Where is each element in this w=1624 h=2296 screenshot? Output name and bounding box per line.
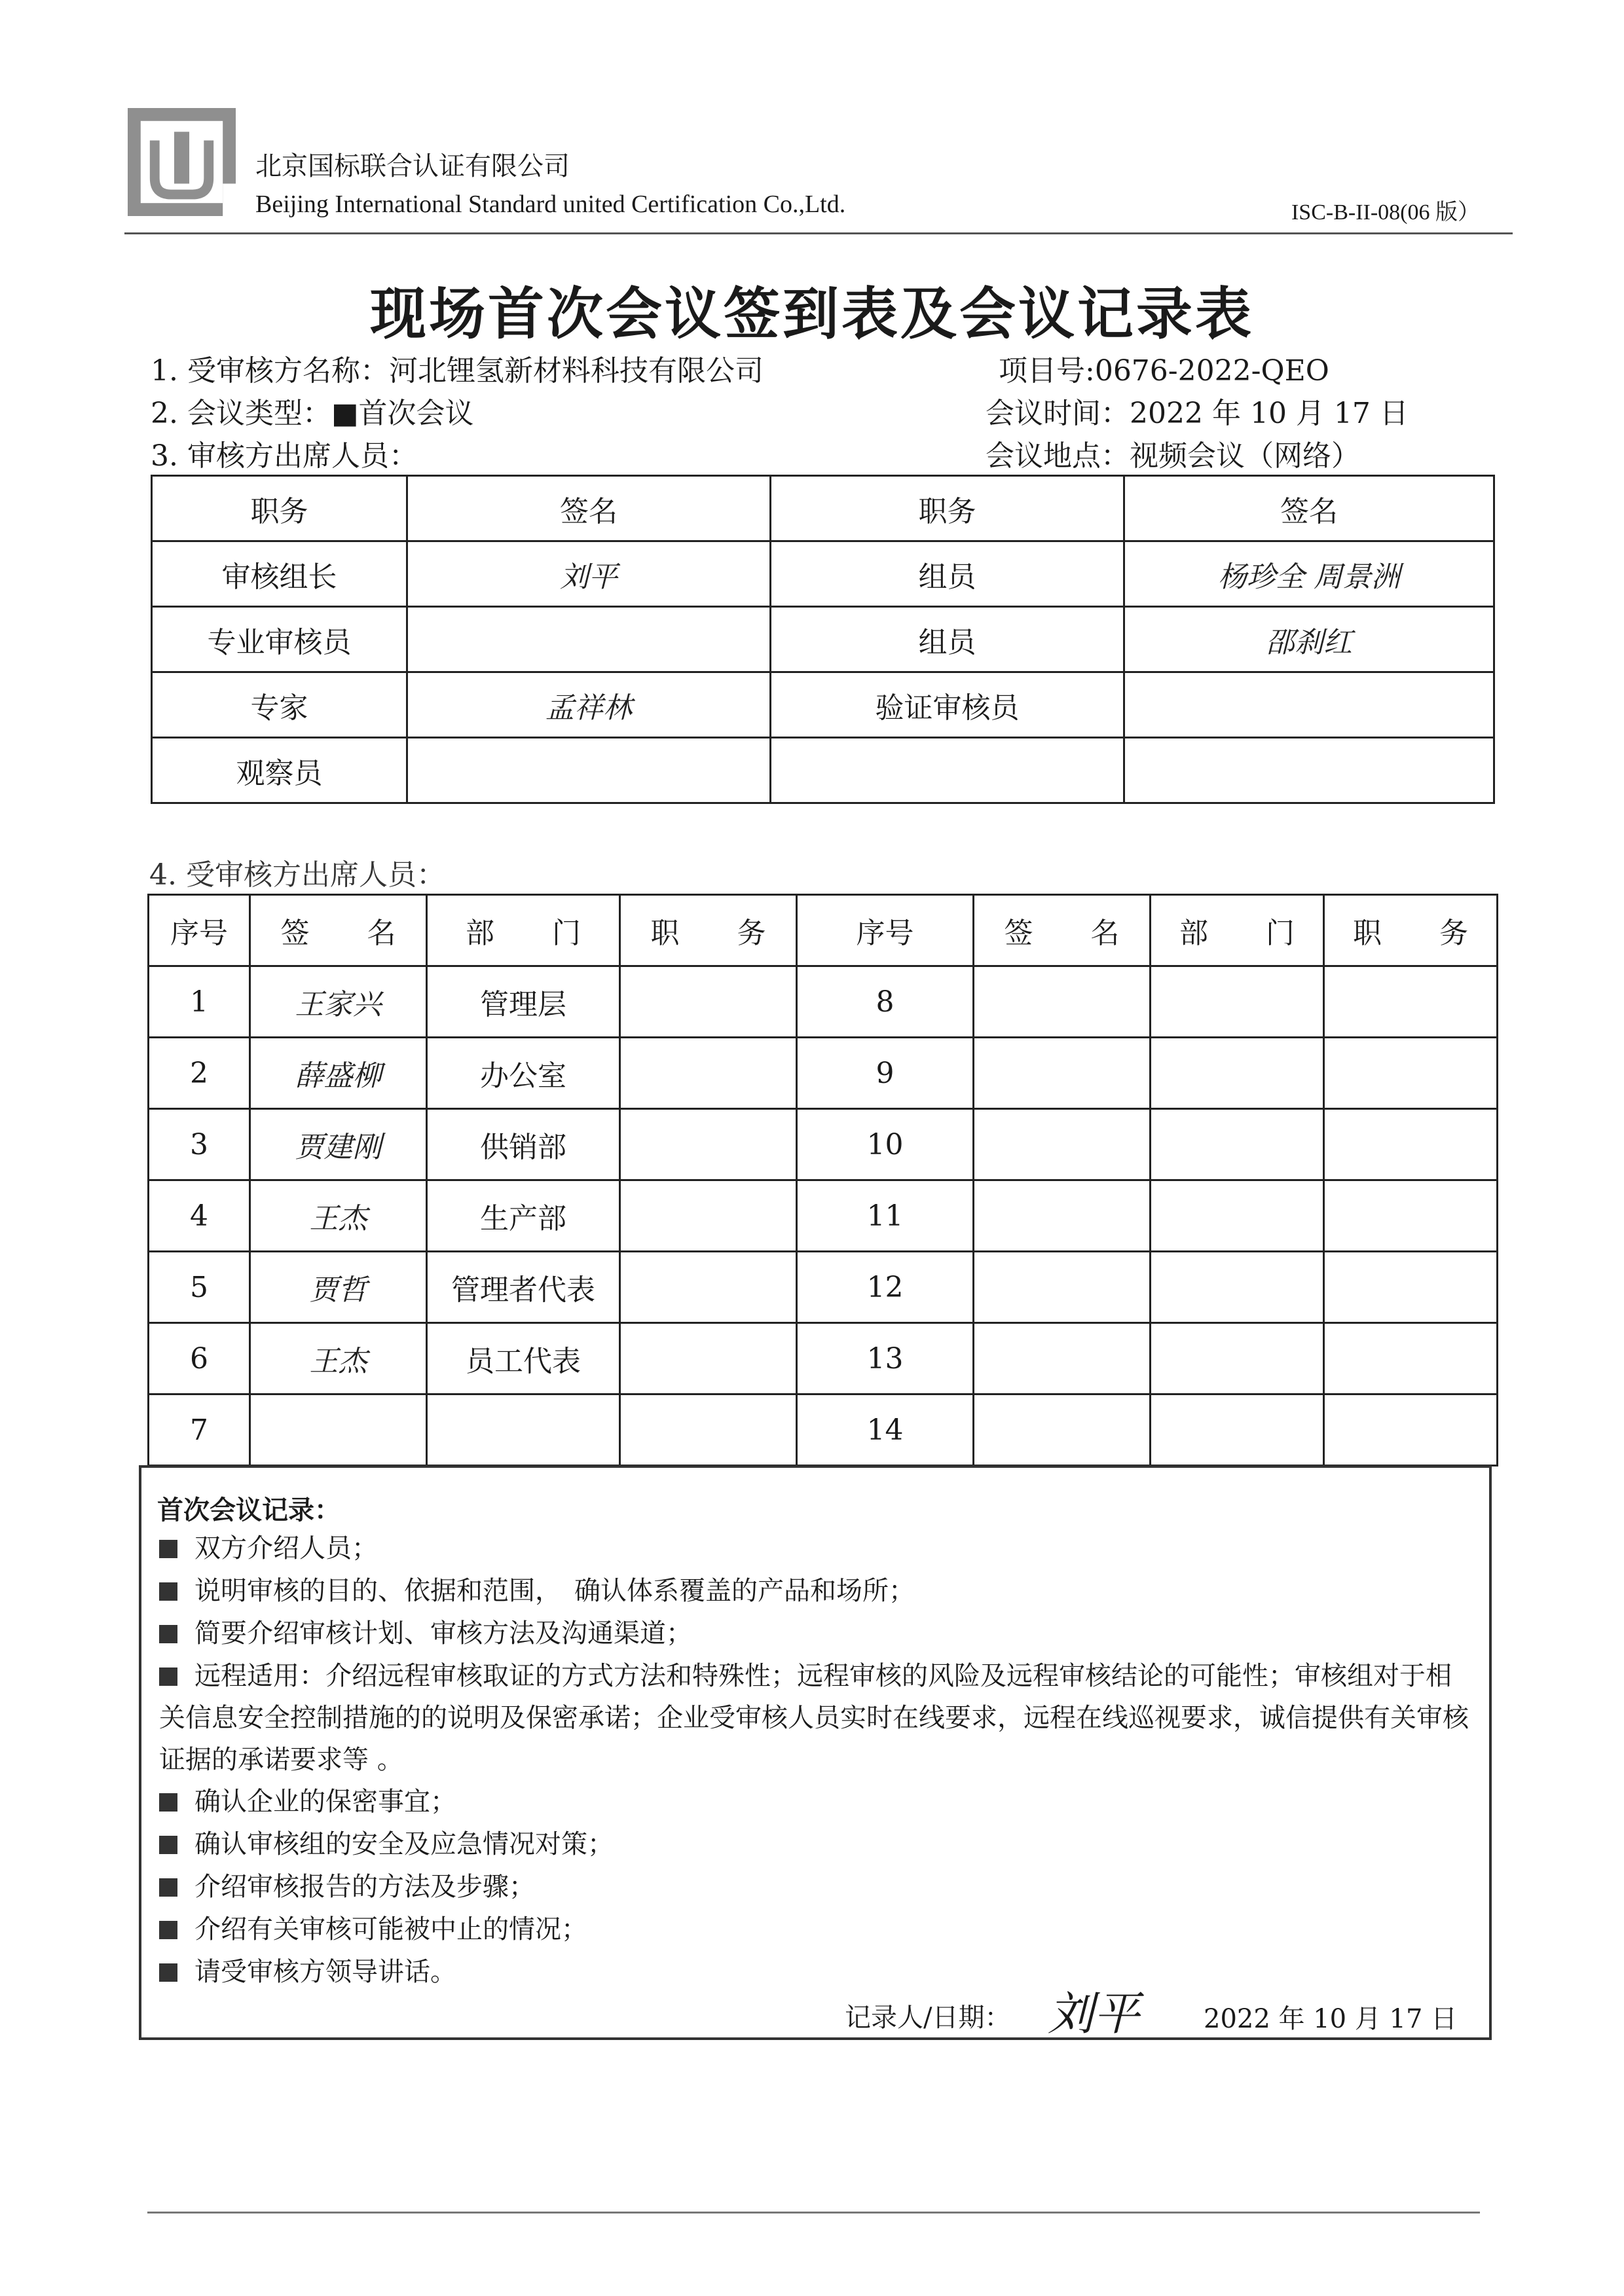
auditor-signin-table (151, 475, 1495, 804)
signature-cell: 薛盛柳 (250, 1038, 427, 1109)
square-bullet-icon (159, 1878, 177, 1897)
role-cell: 组员 (771, 607, 1124, 672)
signature-cell: 王家兴 (250, 966, 427, 1038)
signature-cell (974, 1109, 1151, 1180)
table-header-row (149, 895, 1498, 966)
seq-cell: 14 (797, 1394, 974, 1466)
header-cell: 签 名 (974, 895, 1151, 966)
header-cell: 职 务 (620, 895, 797, 966)
footer-divider (147, 2212, 1480, 2214)
seq-cell: 3 (149, 1109, 250, 1180)
position-cell (620, 1394, 797, 1466)
minutes-item: 请受审核方领导讲话。 (159, 1951, 456, 1993)
company-name-cn: 北京国标联合认证有限公司 (255, 151, 570, 181)
header-divider (124, 232, 1513, 234)
department-cell (1151, 1038, 1324, 1109)
auditee-signin-table (147, 894, 1498, 1467)
minutes-item: 双方介绍人员； (159, 1527, 378, 1569)
header-cell: 签名 (407, 476, 771, 541)
signature-cell (407, 738, 771, 803)
seq-cell: 12 (797, 1252, 974, 1323)
position-cell (1324, 1109, 1498, 1180)
auditee-attendees-label: 4. 受审核方出席人员： (149, 858, 445, 892)
minutes-item: 简要介绍审核计划、审核方法及沟通渠道； (159, 1613, 692, 1654)
square-bullet-icon (159, 1667, 177, 1686)
header-cell: 序号 (149, 895, 250, 966)
table-row (149, 1323, 1498, 1394)
position-cell (1324, 1252, 1498, 1323)
position-cell (620, 1180, 797, 1252)
table-row (149, 966, 1498, 1038)
square-bullet-icon (159, 1963, 177, 1982)
seq-cell: 13 (797, 1323, 974, 1394)
minutes-item: 说明审核的目的、依据和范围， 确认体系覆盖的产品和场所； (159, 1570, 915, 1612)
signature-cell: 孟祥林 (407, 672, 771, 738)
seq-cell: 7 (149, 1394, 250, 1466)
seq-cell: 10 (797, 1109, 974, 1180)
signature-cell: 刘平 (407, 541, 771, 607)
signature-cell (1124, 672, 1494, 738)
signature-cell: 贾哲 (250, 1252, 427, 1323)
department-cell (1151, 1394, 1324, 1466)
seq-cell: 11 (797, 1180, 974, 1252)
table-row (152, 541, 1494, 607)
square-bullet-icon (159, 1582, 177, 1601)
signature-cell (407, 607, 771, 672)
role-cell: 观察员 (152, 738, 407, 803)
role-cell: 专业审核员 (152, 607, 407, 672)
position-cell (1324, 1180, 1498, 1252)
record-date: 2022 年 10 月 17 日 (1204, 2004, 1458, 2034)
signature-cell (974, 1394, 1151, 1466)
header-cell: 签 名 (250, 895, 427, 966)
header-cell: 职务 (152, 476, 407, 541)
header-cell: 签名 (1124, 476, 1494, 541)
recorder-label: 记录人/日期： (845, 2003, 1011, 2033)
minutes-item: 远程适用：介绍远程审核取证的方式方法和特殊性；远程审核的风险及远程审核结论的可能性；审核组对于相关信息安全控制措施的的说明及保密承诺；企业受审核人员实时在线要求，远程在线巡视要求，诚信提供有关审核证据的承诺要求等 。 (159, 1661, 1469, 1775)
signature-cell: 贾建刚 (250, 1109, 427, 1180)
minutes-item: 确认企业的保密事宜； (159, 1781, 456, 1823)
square-bullet-icon (159, 1793, 177, 1812)
signature-cell (250, 1394, 427, 1466)
table-row (152, 672, 1494, 738)
signature-cell: 王杰 (250, 1180, 427, 1252)
square-bullet-icon (159, 1836, 177, 1854)
meeting-type: 2. 会议类型：■首次会议 (151, 397, 474, 430)
role-cell: 专家 (152, 672, 407, 738)
position-cell (620, 1109, 797, 1180)
table-row (152, 738, 1494, 803)
table-row (149, 1394, 1498, 1466)
signature-cell (974, 1323, 1151, 1394)
department-cell (1151, 1180, 1324, 1252)
header-cell: 序号 (797, 895, 974, 966)
table-row (149, 1109, 1498, 1180)
table-row (149, 1038, 1498, 1109)
signature-cell (974, 966, 1151, 1038)
seq-cell: 1 (149, 966, 250, 1038)
auditee-name: 1. 受审核方名称：河北锂氢新材料科技有限公司 (151, 354, 764, 388)
position-cell (1324, 1394, 1498, 1466)
department-cell: 办公室 (427, 1038, 620, 1109)
meeting-place: 会议地点：视频会议（网络） (986, 439, 1360, 473)
department-cell (1151, 966, 1324, 1038)
signature-cell (1124, 738, 1494, 803)
department-cell: 生产部 (427, 1180, 620, 1252)
table-row (149, 1180, 1498, 1252)
department-cell: 供销部 (427, 1109, 620, 1180)
header-cell: 部 门 (1151, 895, 1324, 966)
seq-cell: 6 (149, 1323, 250, 1394)
position-cell (1324, 966, 1498, 1038)
auditor-attendees-label: 3. 审核方出席人员： (151, 439, 418, 473)
department-cell (1151, 1323, 1324, 1394)
seq-cell: 4 (149, 1180, 250, 1252)
signature-cell (974, 1252, 1151, 1323)
department-cell: 员工代表 (427, 1323, 620, 1394)
page-title: 现场首次会议签到表及会议记录表 (370, 282, 1254, 347)
table-header-row (152, 476, 1494, 541)
table-row (149, 1252, 1498, 1323)
header-cell: 职 务 (1324, 895, 1498, 966)
signature-cell: 王杰 (250, 1323, 427, 1394)
recorder-signature: 刘平 (1048, 1987, 1139, 2041)
header-cell: 职务 (771, 476, 1124, 541)
position-cell (620, 966, 797, 1038)
signature-cell (974, 1180, 1151, 1252)
seq-cell: 8 (797, 966, 974, 1038)
seq-cell: 5 (149, 1252, 250, 1323)
minutes-item: 介绍审核报告的方法及步骤； (159, 1866, 535, 1908)
minutes-item: 介绍有关审核可能被中止的情况； (159, 1908, 587, 1950)
company-name-en: Beijing International Standard united Certification Co.,Ltd. (255, 191, 846, 218)
position-cell (620, 1323, 797, 1394)
square-bullet-icon (159, 1921, 177, 1939)
meeting-time: 会议时间：2022 年 10 月 17 日 (986, 397, 1409, 430)
company-logo-icon (128, 108, 236, 216)
position-cell (1324, 1038, 1498, 1109)
project-number: 项目号:0676-2022-QEO (999, 354, 1329, 388)
role-cell: 验证审核员 (771, 672, 1124, 738)
department-cell (427, 1394, 620, 1466)
position-cell (620, 1252, 797, 1323)
minutes-item: 确认审核组的安全及应急情况对策； (159, 1823, 614, 1865)
form-code: ISC-B-II-08(06 版） (1291, 200, 1480, 225)
minutes-title: 首次会议记录： (157, 1495, 341, 1525)
square-bullet-icon (159, 1540, 177, 1558)
signature-cell: 杨珍全 周景洲 (1124, 541, 1494, 607)
seq-cell: 9 (797, 1038, 974, 1109)
header-cell: 部 门 (427, 895, 620, 966)
square-bullet-icon (159, 1625, 177, 1643)
position-cell (1324, 1323, 1498, 1394)
role-cell (771, 738, 1124, 803)
department-cell: 管理层 (427, 966, 620, 1038)
position-cell (620, 1038, 797, 1109)
department-cell: 管理者代表 (427, 1252, 620, 1323)
signature-cell: 邵刹红 (1124, 607, 1494, 672)
department-cell (1151, 1109, 1324, 1180)
table-row (152, 607, 1494, 672)
signature-cell (974, 1038, 1151, 1109)
department-cell (1151, 1252, 1324, 1323)
seq-cell: 2 (149, 1038, 250, 1109)
role-cell: 审核组长 (152, 541, 407, 607)
role-cell: 组员 (771, 541, 1124, 607)
